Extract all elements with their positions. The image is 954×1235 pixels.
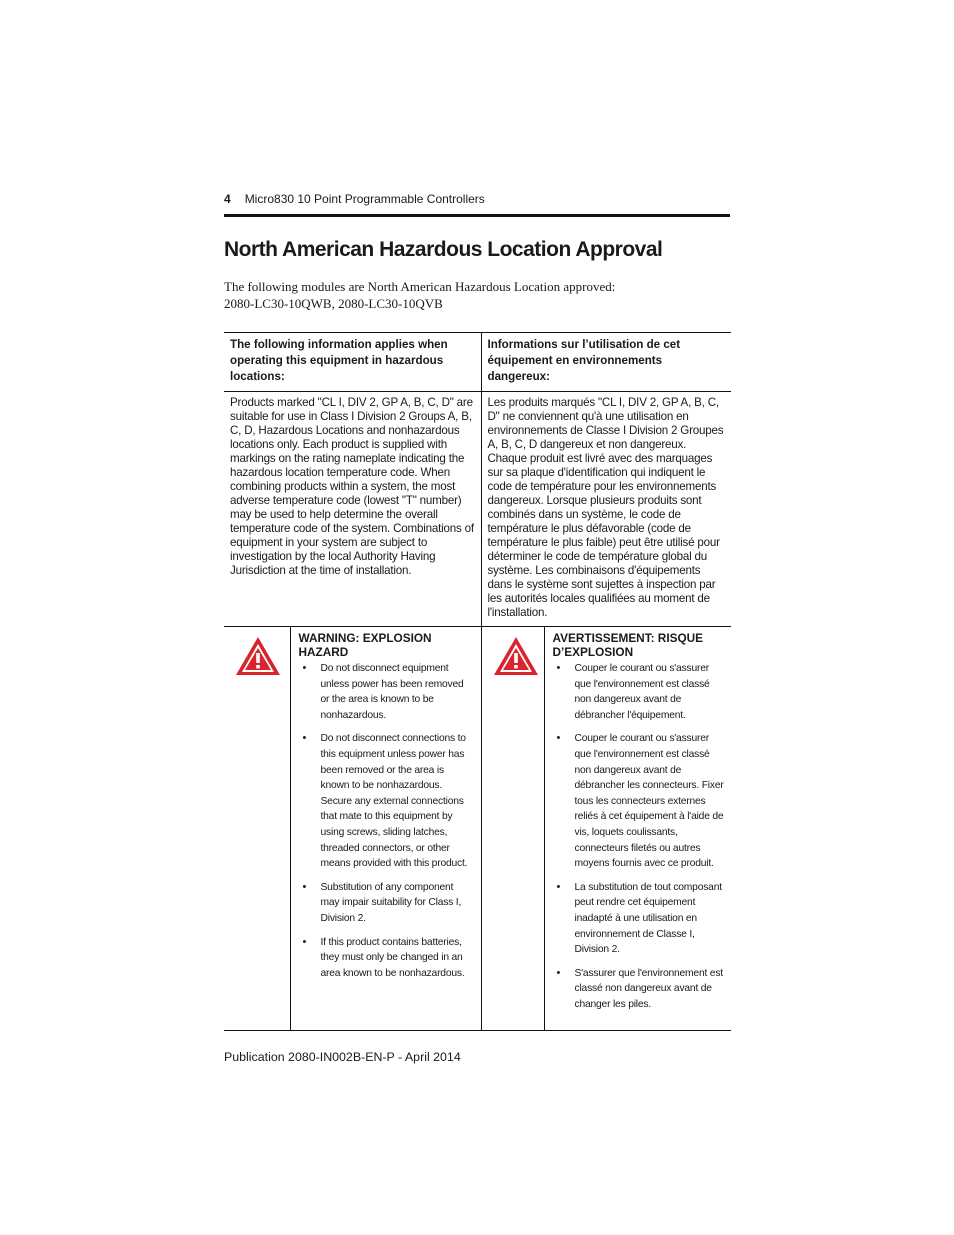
warning-triangle-icon — [492, 635, 540, 677]
list-item: • La substitution de tout composant peut rendre cet équipement inadapté à une utilisation en environnement de Classe I, Division 2. — [553, 880, 726, 958]
header-en: The following information applies when operating this equipment in hazardous locations: — [224, 333, 481, 392]
body-fr: Les produits marqués "CL I, DIV 2, GP A, B, C, D" ne conviennent qu'à une utilisation en environnements de Classe I Division 2 Groupes A, B, C, D dangereux et non dangereux. Chaque produit est livré avec des marquages sur sa plaque d'identification qui indiquent le code de température pour les environnements dangereux. Lorsque plusieurs produits sont combinés dans un système, le code de température le plus défavorable (code de température le plus faible) peut être utilisé pour déterminer le code de température global du système. Les combinaisons d'équipements dans le système sont sujettes à inspection par les autorités locales qualifiées au moment de l'installation. — [481, 392, 731, 627]
list-item: • S'assurer que l'environnement est classé non dangereux avant de changer les piles. — [553, 966, 726, 1013]
body-en: Products marked "CL I, DIV 2, GP A, B, C, D" are suitable for use in Class I Division 2 Groups A, B, C, D, Hazardous Locations and nonhazardous locations only. Each product is supplied with markings on the rating nameplate indicating the hazardous location temperature code. When combining products within a system, the most adverse temperature code (lowest "T" number) may be used to help determine the overall temperature code of the system. Combinations of equipment in your system are subject to investigation by the local Authority Having Jurisdiction at the time of installation. — [224, 392, 481, 627]
warning-title-fr: AVERTISSEMENT: RISQUE D’EXPLOSION — [552, 631, 704, 659]
header-fr: Informations sur l’utilisation de cet équipement en environnements dangereux: — [481, 333, 731, 392]
warning-triangle-icon — [234, 635, 282, 677]
table-header-row — [224, 333, 731, 392]
table-body-row — [224, 392, 731, 627]
page-number: 4 — [224, 192, 231, 206]
hazardous-location-table — [224, 332, 731, 1031]
list-item: • Couper le courant ou s'assurer que l'environnement est classé non dangereux avant de débrancher l'équipement. — [553, 661, 726, 723]
document-title: Micro830 10 Point Programmable Controllers — [244, 192, 485, 206]
section-title: North American Hazardous Location Approval — [224, 238, 663, 261]
publication-footer: Publication 2080-IN002B-EN-P - April 2014 — [224, 1050, 461, 1064]
warning-list-fr — [553, 661, 726, 1012]
warning-title-en: WARNING: EXPLOSION HAZARD — [298, 631, 432, 659]
warning-fr — [544, 627, 731, 1031]
list-item: • If this product contains batteries, they must only be changed in an area known to be nonhazardous. — [299, 935, 475, 982]
header-rule — [224, 214, 730, 217]
list-item: • Substitution of any component may impair suitability for Class I, Division 2. — [299, 880, 475, 927]
list-item: • Couper le courant ou s'assurer que l'environnement est classé non dangereux avant de débrancher les connecteurs. Fixer tous les connecteurs externes reliés à cet équipement à l'aide de vis, loquets coulissants, connecteurs filetés ou autres moyens fournis avec ce produit. — [553, 731, 726, 871]
warning-en — [290, 627, 481, 1031]
list-item: • Do not disconnect connections to this equipment unless power has been removed or the area is known to be nonhazardous. Secure any external connections that mate to this equipment by using screws, sliding latches, threaded connectors, or other means provided with this product. — [299, 731, 475, 871]
warning-list-en — [299, 661, 475, 981]
intro-line-2: 2080-LC30-10QWB, 2080-LC30-10QVB — [224, 296, 443, 311]
warning-row — [224, 627, 731, 1031]
intro-line-1: The following modules are North American Hazardous Location approved: — [224, 279, 616, 294]
intro-paragraph — [224, 278, 730, 312]
warning-icon-cell-en — [224, 627, 290, 1031]
list-item: • Do not disconnect equipment unless power has been removed or the area is known to be nonhazardous. — [299, 661, 475, 723]
running-header — [224, 192, 730, 206]
warning-icon-cell-fr — [481, 627, 544, 1031]
